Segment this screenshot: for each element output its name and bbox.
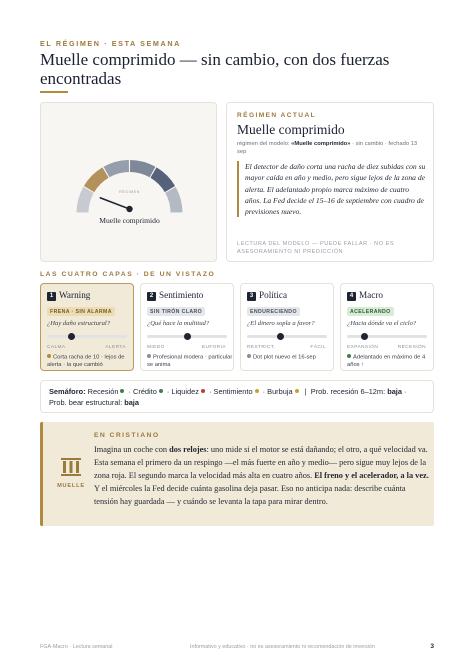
layer-number: 4	[347, 292, 356, 301]
status-dot-icon	[247, 354, 251, 358]
layer-question: ¿El dinero sopla a favor?	[247, 320, 315, 327]
layer-name: Warning	[59, 290, 91, 300]
semaforo-item: Burbuja	[267, 387, 293, 396]
scale-left-label: CALMA	[47, 345, 66, 350]
status-dot-icon	[347, 354, 351, 358]
semaforo-item: Sentimiento	[213, 387, 253, 396]
gauge-needle	[100, 198, 129, 209]
layer-question: ¿Qué hace la multitud?	[147, 320, 210, 327]
status-dot-icon	[120, 389, 124, 393]
regime-meta: régimen del modelo: «Muelle comprimido» · sin cambio · fechado 13 sep	[237, 141, 418, 155]
status-dot-icon	[47, 354, 51, 358]
scale-left-label: RESTRICT.	[247, 345, 276, 350]
layers-kicker: LAS CUATRO CAPAS · DE UN VISTAZO	[40, 271, 216, 278]
scale-right-label: RECESIÓN	[397, 345, 426, 350]
gauge-segment	[130, 166, 152, 172]
gauge-hub	[126, 206, 132, 212]
footer-brand: FGA·Macro · Lectura semanal	[40, 644, 113, 650]
prob-bear-label: Prob. bear estructural:	[49, 398, 123, 407]
gauge-segment	[106, 166, 128, 172]
title-divider	[40, 91, 68, 93]
layer-card-warning	[40, 283, 134, 371]
layer-number: 3	[247, 292, 256, 301]
regime-gauge	[41, 103, 218, 263]
status-badge: ENDURECIENDO	[247, 307, 300, 316]
semaforo-item: Crédito	[133, 387, 157, 396]
gauge-segment	[153, 173, 169, 189]
gauge-segment	[89, 173, 105, 189]
layer-name: Sentimiento	[159, 290, 204, 300]
layer-question: ¿Hay daño estructural?	[47, 320, 111, 327]
layer-note: Profesional modera · particular se anima	[147, 354, 233, 368]
layer-scale-marker	[184, 333, 191, 340]
status-dot-icon	[147, 354, 151, 358]
scale-right-label: EUFORIA	[201, 345, 226, 350]
layer-number: 1	[47, 292, 56, 301]
spring-icon	[61, 458, 81, 476]
layer-note: Dot plot nuevo el 16-sep	[247, 354, 333, 362]
status-dot-icon	[295, 389, 299, 393]
regime-quote: El detector de daño corta una racha de diez subidas con su mayor caída en año y medio, pero sigue lejos de la zona de alerta. El adelantado propio marca máximo de cuatro años. La Fed decide el 15–16 de septiembre con cuadro de previsiones nuevo.	[237, 161, 427, 217]
spring-icon-label: MUELLE	[57, 483, 85, 489]
page-title: Muelle comprimido — sin cambio, con dos fuerzas encontradas	[40, 50, 390, 88]
layer-scale	[47, 335, 127, 338]
prob-recesion-value: baja	[387, 387, 402, 396]
gauge-segment	[83, 190, 89, 212]
status-dot-icon	[159, 389, 163, 393]
layer-scale-marker	[68, 333, 75, 340]
layer-note: Corta racha de 10 · lejos de alerta · la que cambió	[47, 354, 125, 368]
scale-right-label: FÁCIL	[310, 345, 326, 350]
regime-name: Muelle comprimido	[237, 122, 345, 137]
layer-question: ¿Hacia dónde va el ciclo?	[347, 320, 417, 327]
semaforo-label: Semáforo:	[49, 387, 86, 396]
en-cristiano-text: Imagina un coche con dos relojes: uno mide si el motor se está dañando; el otro, a qué velocidad va. Esta semana el primero da un respingo —el más fuerte en año y medio— pero sigue muy lejos de la zona roja. El segundo marca la velocidad más alta en cuatro años. El freno y el acelerador, a la vez. Y el miércoles la Fed decide cuánta gasolina deja pasar. Eso no anticipa nada: describe cuánta tensión hay guardada — y cuándo se levanta la tapa para mirar dentro.	[94, 445, 429, 507]
gauge-micro-label: RÉGIMEN	[119, 190, 140, 194]
gauge-label: Muelle comprimido	[99, 216, 160, 225]
layer-card-macro	[340, 283, 434, 371]
layer-scale	[247, 335, 327, 338]
layer-scale-marker	[361, 333, 368, 340]
en-cristiano-box	[40, 422, 434, 526]
separator: |	[304, 387, 307, 396]
prob-bear-value: baja	[124, 398, 139, 407]
prob-recesion-label: Prob. recesión 6–12m:	[310, 387, 386, 396]
layer-scale	[147, 335, 227, 338]
layer-note: Adelantado en máximo de 4 años ↑	[347, 354, 426, 368]
semaforo-item: Recesión	[87, 387, 119, 396]
page-number: 3	[430, 643, 434, 650]
scale-left-label: MIEDO	[147, 345, 165, 350]
status-badge: ACELERANDO	[347, 307, 394, 316]
layer-scale	[347, 335, 427, 338]
status-badge: SIN TIRÓN CLARO	[147, 307, 205, 316]
footer-disclaimer: Informativo y educativo · no es asesoramiento ni recomendación de inversión	[190, 644, 375, 650]
en-cristiano-kicker: EN CRISTIANO	[94, 432, 160, 439]
semaforo-item: Liquidez	[171, 387, 199, 396]
section-kicker: EL RÉGIMEN · ESTA SEMANA	[40, 39, 181, 48]
scale-right-label: ALERTA	[105, 345, 126, 350]
layer-number: 2	[147, 292, 156, 301]
semaforo-bar: Semáforo: Recesión · Crédito · Liquidez · Sentimiento · Burbuja | Prob. recesión 6–12m: baja · Prob. bear estructural: baja	[40, 380, 434, 413]
status-badge: FRENA · SIN ALARMA	[47, 307, 115, 316]
status-dot-icon	[255, 389, 259, 393]
layer-card-sentimiento	[140, 283, 234, 371]
status-dot-icon	[201, 389, 205, 393]
scale-left-label: EXPANSIÓN	[347, 345, 379, 350]
layer-card-politica	[240, 283, 334, 371]
gauge-card	[40, 102, 217, 262]
regime-kicker: RÉGIMEN ACTUAL	[237, 112, 317, 119]
gauge-segment	[170, 190, 176, 212]
layer-name: Política	[259, 290, 288, 300]
layer-name: Macro	[359, 290, 383, 300]
regime-disclaimer: LECTURA DEL MODELO — PUEDE FALLAR · NO ES ASESORAMIENTO NI PREDICCIÓN	[237, 241, 395, 255]
regime-card	[226, 102, 434, 262]
layer-scale-marker	[277, 333, 284, 340]
